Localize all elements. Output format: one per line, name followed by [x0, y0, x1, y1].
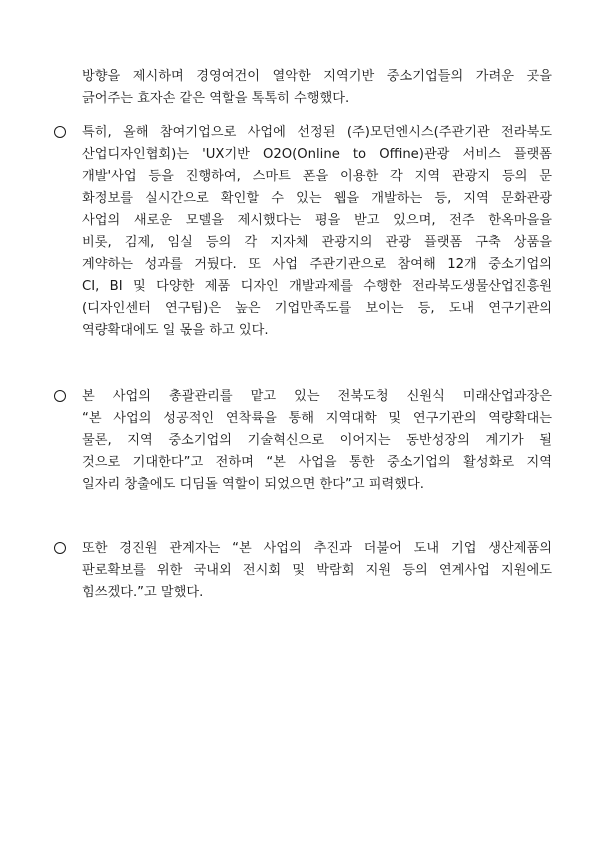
paragraph-text [82, 386, 552, 496]
circle-bullet-icon [54, 390, 66, 402]
text-line: 일자리 창출에도 디딤돌 역할이 되었으면 한다”고 피력했다. [82, 477, 424, 492]
paragraph-text [82, 122, 552, 342]
text-line: 긁어주는 효자손 같은 역할을 톡톡히 수행했다. [82, 91, 350, 106]
text-line: 특히, 올해 참여기업으로 사업에 선정된 (주)모던엔시스(주관기관 전라북도 [82, 125, 552, 140]
text-line: 비롯, 김제, 임실 등의 각 지자체 관광지의 관광 플랫폼 구축 상품을 [82, 235, 552, 250]
circle-bullet-icon [54, 542, 66, 554]
text-line: 역량확대에도 일 몫을 하고 있다. [82, 323, 269, 338]
text-line: 산업디자인협회)는 'UX기반 O2O(Online to Offine)관광 서비스 플랫폼 [82, 147, 552, 162]
text-line: 본 사업의 총괄관리를 맡고 있는 전북도청 신원식 미래산업과장은 [82, 389, 552, 404]
text-line: CI, BI 및 다양한 제품 디자인 개발과제를 수행한 전라북도생물산업진흥원 [82, 279, 552, 294]
text-line: 화정보를 실시간으로 확인할 수 있는 웹을 개발하는 등, 지역 문화관광 [82, 191, 552, 206]
intro-continuation [82, 66, 552, 110]
circle-bullet-icon [54, 126, 66, 138]
text-line: 계약하는 성과를 거뒀다. 또 사업 주관기관으로 참여해 12개 중소기업의 [82, 257, 552, 272]
text-line: 방향을 제시하며 경영여건이 열악한 지역기반 중소기업들의 가려운 곳을 [82, 69, 552, 84]
text-line: 힘쓰겠다.”고 말했다. [82, 585, 204, 600]
text-line: 것으로 기대한다”고 전하며 “본 사업을 통한 중소기업의 활성화로 지역 [82, 455, 552, 470]
text-line: (디자인센터 연구팀)은 높은 기업만족도를 보이는 등, 도내 연구기관의 [82, 301, 552, 316]
paragraph-text [82, 538, 552, 604]
text-line: 또한 경진원 관계자는 “본 사업의 추진과 더불어 도내 기업 생산제품의 [82, 541, 552, 556]
text-line: 개발'사업 등을 진행하여, 스마트 폰을 이용한 각 지역 관광지 등의 문 [82, 169, 552, 184]
text-line: 사업의 새로운 모델을 제시했다는 평을 받고 있으며, 전주 한옥마을을 [82, 213, 552, 228]
text-line: 판로확보를 위한 국내외 전시회 및 박람회 지원 등의 연계사업 지원에도 [82, 563, 552, 578]
text-line: “본 사업의 성공적인 연착륙을 통해 지역대학 및 연구기관의 역량확대는 [82, 411, 552, 426]
text-line: 물론, 지역 중소기업의 기술혁신으로 이어지는 동반성장의 계기가 될 [82, 433, 552, 448]
